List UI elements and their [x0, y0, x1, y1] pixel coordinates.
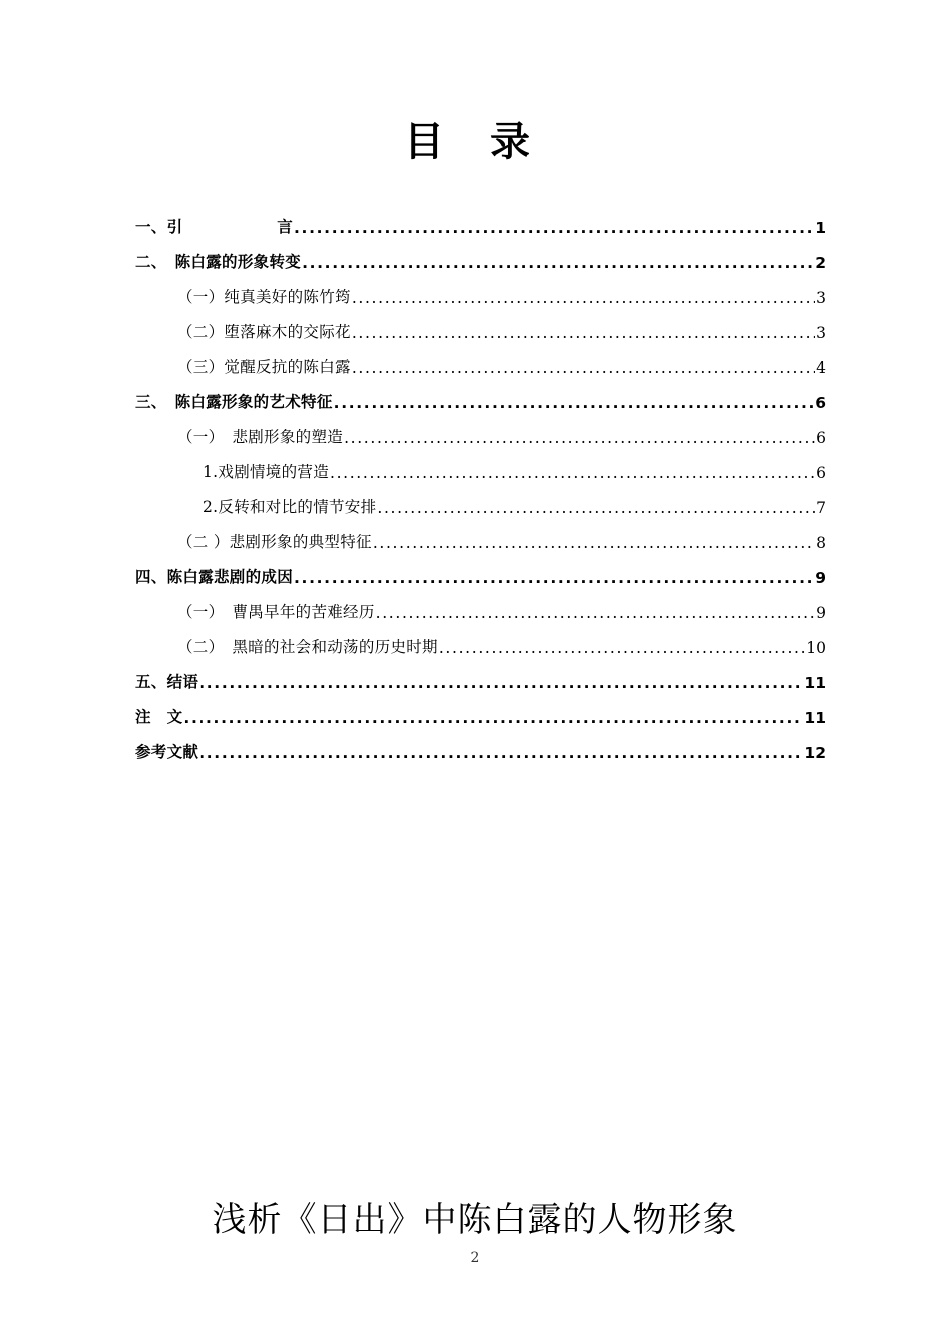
- toc-entry-page: 1: [815, 219, 826, 237]
- toc-entry-section-3[interactable]: [135, 388, 826, 412]
- dot-leader: [376, 604, 815, 622]
- dot-leader: [344, 429, 815, 447]
- toc-entry-page: 11: [804, 674, 826, 692]
- toc-entry-section-3-1-2[interactable]: [135, 493, 826, 517]
- toc-entry-page: 9: [815, 569, 826, 587]
- dot-leader: [294, 569, 814, 587]
- toc-entry-section-2-1[interactable]: [135, 283, 826, 307]
- dot-leader: [334, 394, 815, 412]
- toc-entry-page: 12: [804, 744, 826, 762]
- toc-entry-section-2[interactable]: [135, 248, 826, 272]
- toc-entry-notes[interactable]: [135, 703, 826, 727]
- toc-entry-page: 4: [816, 359, 826, 377]
- document-title: 浅析《日出》中陈白露的人物形象: [212, 1200, 738, 1240]
- toc-entry-page: 6: [816, 464, 826, 482]
- toc-entry-text: （三）觉醒反抗的陈白露: [177, 358, 351, 376]
- toc-entry-text: （一） 悲剧形象的塑造: [177, 428, 344, 446]
- dot-leader: [294, 219, 814, 237]
- toc-entry-text: （二）堕落麻木的交际花: [177, 323, 351, 341]
- toc-entry-text: 三、 陈白露形象的艺术特征: [135, 393, 333, 411]
- toc-entry-section-3-2[interactable]: [135, 528, 826, 552]
- toc-entry-page: 6: [815, 394, 826, 412]
- toc-entry-text: （一）纯真美好的陈竹筠: [177, 288, 351, 306]
- toc-entry-text: （一） 曹禺早年的苦难经历: [177, 603, 375, 621]
- toc-entry-section-4[interactable]: [135, 563, 826, 587]
- toc-entry-page: 6: [816, 429, 826, 447]
- dot-leader: [439, 639, 805, 657]
- toc-entry-text: 五、结语: [135, 673, 199, 691]
- toc-entry-references[interactable]: [135, 738, 826, 762]
- toc-entry-text: 一、引 言: [135, 218, 294, 236]
- toc-title: 目 录: [404, 118, 546, 165]
- dot-leader: [352, 324, 815, 342]
- toc-entry-text: 四、陈白露悲剧的成因: [135, 568, 294, 586]
- toc-entry-conclusion[interactable]: [135, 668, 826, 692]
- toc-entry-section-2-2[interactable]: [135, 318, 826, 342]
- toc-entry-page: 11: [804, 709, 826, 727]
- toc-entry-section-3-1-1[interactable]: [135, 458, 826, 482]
- toc-entry-section-3-1[interactable]: [135, 423, 826, 447]
- toc-entry-page: 7: [816, 499, 826, 517]
- dot-leader: [199, 744, 803, 762]
- toc-entry-text: （二） 黑暗的社会和动荡的历史时期: [177, 638, 438, 656]
- toc-entry-page: 10: [806, 639, 826, 657]
- dot-leader: [330, 464, 815, 482]
- dot-leader: [373, 534, 815, 552]
- toc-entry-page: 8: [816, 534, 826, 552]
- toc-entry-text: （二 ）悲剧形象的典型特征: [177, 533, 372, 551]
- toc-entry-page: 3: [816, 324, 826, 342]
- toc-entry-text: 1.戏剧情境的营造: [203, 463, 329, 481]
- toc-entry-section-4-1[interactable]: [135, 598, 826, 622]
- dot-leader: [183, 709, 803, 727]
- toc-entry-text: 注 文: [135, 708, 183, 726]
- dot-leader: [377, 499, 815, 517]
- toc-entry-text: 二、 陈白露的形象转变: [135, 253, 302, 271]
- toc-entry-page: 9: [816, 604, 826, 622]
- toc-entry-text: 参考文献: [135, 743, 199, 761]
- toc-entry-text: 2.反转和对比的情节安排: [203, 498, 377, 516]
- toc-entry-section-4-2[interactable]: [135, 633, 826, 657]
- dot-leader: [352, 289, 815, 307]
- toc-entry-page: 2: [815, 254, 826, 272]
- dot-leader: [352, 359, 815, 377]
- page-number: 2: [470, 1250, 480, 1266]
- toc-entry-page: 3: [816, 289, 826, 307]
- dot-leader: [302, 254, 814, 272]
- toc-entry-section-2-3[interactable]: [135, 353, 826, 377]
- dot-leader: [199, 674, 803, 692]
- toc-entry-introduction[interactable]: [135, 213, 826, 237]
